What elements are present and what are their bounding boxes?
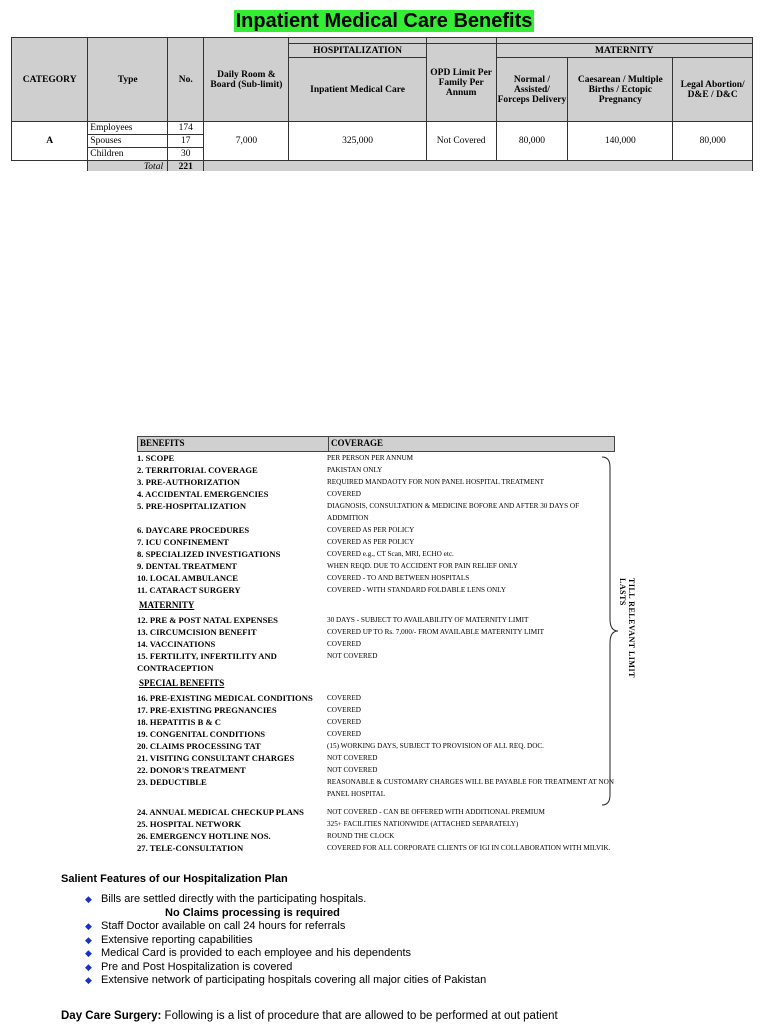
benefit-row	[137, 764, 615, 776]
header-maternity: MATERNITY	[496, 44, 752, 58]
diamond-bullet-icon: ◆	[85, 948, 92, 958]
benefit-row	[137, 638, 615, 650]
benefits-summary-table	[11, 37, 753, 171]
diamond-bullet-icon: ◆	[85, 934, 92, 945]
total-count: 221	[168, 161, 204, 172]
benefit-coverage: COVERED	[327, 718, 361, 726]
benefit-name: 19. CONGENITAL CONDITIONS	[137, 729, 266, 739]
count-cell: 17	[168, 135, 204, 148]
benefit-coverage: COVERED	[327, 694, 361, 702]
benefit-name: 20. CLAIMS PROCESSING TAT	[137, 741, 261, 751]
benefit-coverage: REASONABLE & CUSTOMARY CHARGES WILL BE PAYABLE FOR TREATMENT AT NON PANEL HOSPITAL	[327, 778, 614, 798]
benefits-group-other	[137, 806, 615, 854]
benefit-row	[137, 842, 615, 854]
no-claims-note: No Claims processing is required	[165, 906, 340, 919]
benefit-name: 12. PRE & POST NATAL EXPENSES	[137, 615, 278, 625]
limit-note: TILL RELEVANT LIMIT LASTS	[618, 578, 636, 678]
benefit-row	[137, 452, 615, 464]
benefit-row	[137, 464, 615, 476]
category-cell: A	[12, 122, 88, 161]
benefit-name: 18. HEPATITIS B & C	[137, 717, 221, 727]
header-opd: OPD Limit Per Family Per Annum	[426, 44, 496, 122]
benefit-name: 9. DENTAL TREATMENT	[137, 561, 238, 571]
opd-value: Not Covered	[426, 122, 496, 161]
benefit-coverage: COVERED	[327, 706, 361, 714]
count-cell: 30	[168, 148, 204, 161]
header-inpatient: Inpatient Medical Care	[289, 58, 426, 122]
header-hospitalization: HOSPITALIZATION	[289, 44, 426, 58]
type-cell: Children	[88, 148, 168, 161]
benefit-coverage: NOT COVERED	[327, 766, 378, 774]
benefit-row	[137, 692, 615, 704]
benefit-name: 23. DEDUCTIBLE	[137, 777, 207, 787]
benefit-coverage: PAKISTAN ONLY	[327, 466, 383, 474]
section-maternity: MATERNITY	[139, 600, 195, 610]
benefit-name: 5. PRE-HOSPITALIZATION	[137, 501, 247, 511]
benefit-coverage: COVERED e.g., CT Scan, MRI, ECHO etc.	[327, 550, 454, 558]
feature-item: ◆ Extensive reporting capabilities	[85, 933, 253, 946]
count-cell: 174	[168, 122, 204, 135]
benefit-name: 17. PRE-EXISTING PREGNANCIES	[137, 705, 277, 715]
salient-heading: Salient Features of our Hospitalization Plan	[61, 873, 288, 885]
benefit-coverage: COVERED AS PER POLICY	[327, 538, 415, 546]
total-label: Total	[88, 161, 168, 172]
benefit-row	[137, 752, 615, 764]
benefit-name: 6. DAYCARE PROCEDURES	[137, 525, 250, 535]
benefit-coverage: COVERED	[327, 490, 361, 498]
diamond-bullet-icon: ◆	[85, 975, 92, 985]
benefit-name: 14. VACCINATIONS	[137, 639, 216, 649]
benefit-row	[137, 614, 615, 626]
benefit-coverage: ROUND THE CLOCK	[327, 832, 395, 840]
section-special-benefits: SPECIAL BENEFITS	[139, 678, 225, 688]
benefit-name: 26. EMERGENCY HOTLINE NOS.	[137, 831, 271, 841]
benefit-coverage: REQUIRED MANDAOTY FOR NON PANEL HOSPITAL TREATMENT	[327, 478, 545, 486]
benefit-row	[137, 500, 615, 524]
benefit-name: 16. PRE-EXISTING MEDICAL CONDITIONS	[137, 693, 313, 703]
inpatient-value: 325,000	[289, 122, 426, 161]
benefit-row	[137, 818, 615, 830]
benefits-group-special	[137, 692, 615, 800]
normal-delivery-value: 80,000	[496, 122, 568, 161]
benefit-row	[137, 584, 615, 596]
benefit-coverage: NOT COVERED	[327, 754, 378, 762]
benefit-coverage: COVERED	[327, 730, 361, 738]
benefit-coverage: DIAGNOSIS, CONSULTATION & MEDICINE BOFORE AND AFTER 30 DAYS OF ADDMITION	[327, 502, 580, 522]
benefit-name: 13. CIRCUMCISION BENEFIT	[137, 627, 257, 637]
page-title: Inpatient Medical Care Benefits	[235, 10, 533, 32]
benefit-row	[137, 740, 615, 752]
benefit-coverage: 30 DAYS - SUBJECT TO AVAILABILITY OF MATERNITY LIMIT	[327, 616, 529, 624]
header-category: CATEGORY	[12, 38, 88, 122]
benefit-row	[137, 572, 615, 584]
type-cell: Spouses	[88, 135, 168, 148]
benefits-group-general	[137, 452, 615, 596]
benefit-coverage: NOT COVERED - CAN BE OFFERED WITH ADDITIONAL PREMIUM	[327, 808, 545, 816]
benefit-row	[137, 830, 615, 842]
legal-abortion-value: 80,000	[673, 122, 753, 161]
header-type: Type	[88, 38, 168, 122]
benefit-name: 1. SCOPE	[137, 453, 175, 463]
header-daily-room: Daily Room & Board (Sub-limit)	[204, 38, 289, 122]
benefit-row	[137, 560, 615, 572]
benefit-name: 8. SPECIALIZED INVESTIGATIONS	[137, 549, 281, 559]
benefit-coverage: COVERED - WITH STANDARD FOLDABLE LENS ONLY	[327, 586, 507, 594]
benefit-row	[137, 536, 615, 548]
benefits-coverage-list	[137, 436, 615, 854]
coverage-column-header: COVERAGE	[331, 438, 384, 448]
feature-item: ◆ Extensive network of participating hospitals covering all major cities of Pakistan	[85, 974, 487, 986]
diamond-bullet-icon: ◆	[85, 961, 92, 972]
benefit-name: 21. VISITING CONSULTANT CHARGES	[137, 753, 295, 763]
benefit-coverage: NOT COVERED	[327, 652, 378, 660]
feature-item: ◆ Bills are settled directly with the participating hospitals.	[85, 893, 367, 905]
caesarean-value: 140,000	[568, 122, 673, 161]
salient-features	[61, 873, 761, 988]
benefit-coverage: COVERED UP TO Rs. 7,000/- FROM AVAILABLE MATERNITY LIMIT	[327, 628, 544, 636]
type-cell: Employees	[88, 122, 168, 135]
header-legal-abortion: Legal Abortion/ D&E / D&C	[673, 58, 753, 122]
benefit-coverage: PER PERSON PER ANNUM	[327, 454, 414, 462]
benefit-row	[137, 626, 615, 638]
benefit-row	[137, 716, 615, 728]
benefit-coverage: COVERED - TO AND BETWEEN HOSPITALS	[327, 574, 470, 582]
benefit-name: 2. TERRITORIAL COVERAGE	[137, 465, 258, 475]
diamond-bullet-icon: ◆	[85, 921, 92, 931]
benefit-name: 4. ACCIDENTAL EMERGENCIES	[137, 489, 269, 499]
diamond-bullet-icon: ◆	[85, 894, 92, 904]
benefit-name: 10. LOCAL AMBULANCE	[137, 573, 238, 583]
benefit-row	[137, 524, 615, 536]
benefit-name: 22. DONOR'S TREATMENT	[137, 765, 246, 775]
benefit-row	[137, 704, 615, 716]
benefit-row	[137, 776, 615, 800]
day-care-surgery-line: Day Care Surgery: Following is a list of procedure that are allowed to be performed at out patient	[61, 1010, 558, 1022]
daily-room-value: 7,000	[204, 122, 289, 161]
feature-item: ◆ Staff Doctor available on call 24 hours for referrals	[85, 920, 346, 932]
benefit-name: 24. ANNUAL MEDICAL CHECKUP PLANS	[137, 807, 304, 817]
benefit-coverage: WHEN REQD. DUE TO ACCIDENT FOR PAIN RELIEF ONLY	[327, 562, 518, 570]
benefits-header	[137, 436, 615, 452]
header-normal-delivery: Normal / Assisted/ Forceps Delivery	[496, 58, 568, 122]
benefit-coverage: COVERED AS PER POLICY	[327, 526, 415, 534]
benefit-name: 11. CATARACT SURGERY	[137, 585, 241, 595]
benefit-name: 3. PRE-AUTHORIZATION	[137, 477, 240, 487]
feature-item: ◆ Pre and Post Hospitalization is covered	[85, 960, 293, 973]
feature-item: ◆ Medical Card is provided to each employee and his dependents	[85, 947, 412, 959]
benefit-row	[137, 548, 615, 560]
header-no: No.	[168, 38, 204, 122]
benefit-row	[137, 728, 615, 740]
benefit-row	[137, 488, 615, 500]
benefit-name: 27. TELE-CONSULTATION	[137, 843, 244, 853]
benefit-name: 15. FERTILITY, INFERTILITY AND CONTRACEPTION	[137, 651, 277, 673]
benefit-row	[137, 476, 615, 488]
benefit-row	[137, 806, 615, 818]
benefit-coverage: (15) WORKING DAYS, SUBJECT TO PROVISION OF ALL REQ. DOC.	[327, 742, 544, 750]
benefits-group-maternity	[137, 614, 615, 674]
header-caesarean: Caesarean / Multiple Births / Ectopic Pregnancy	[568, 58, 673, 122]
benefit-coverage: COVERED	[327, 640, 361, 648]
benefit-row	[137, 650, 615, 674]
benefit-coverage: 325+ FACILITIES NATIONWIDE (ATTACHED SEPARATELY)	[327, 820, 519, 828]
benefit-name: 25. HOSPITAL NETWORK	[137, 819, 242, 829]
benefit-name: 7. ICU CONFINEMENT	[137, 537, 229, 547]
benefits-column-header: BENEFITS	[138, 437, 329, 451]
benefit-coverage: COVERED FOR ALL CORPORATE CLIENTS OF IGI IN COLLABORATION WITH MILVIK.	[327, 844, 611, 852]
